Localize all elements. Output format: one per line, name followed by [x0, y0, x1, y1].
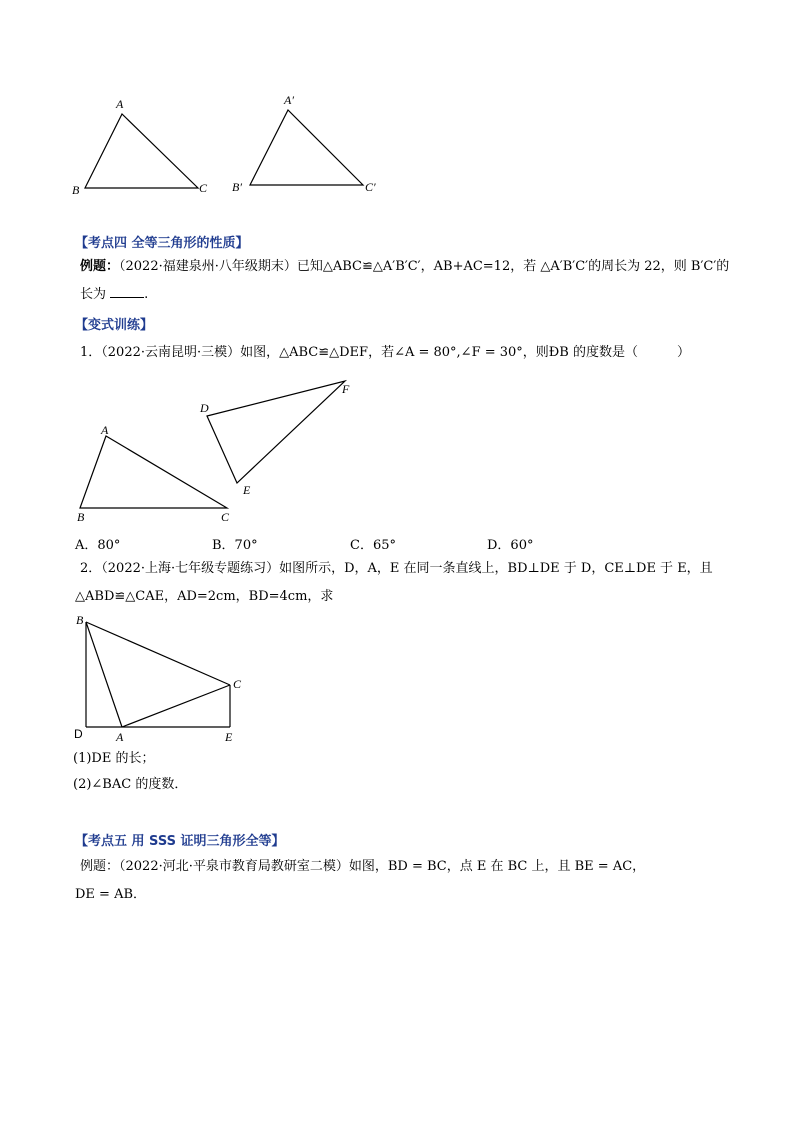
q2-line1: 2．（2022·上海·七年级专题练习）如图所示，D，A，E 在同一条直线上，BD⊥DE 于 D，CE⊥DE 于 E，且	[80, 561, 713, 576]
example-prefix: 例题：	[80, 259, 120, 274]
segment-ac	[122, 685, 230, 727]
label-e-q1: E	[243, 483, 251, 497]
segment-ba	[86, 622, 122, 727]
label-a-prime: A′	[284, 93, 294, 107]
label-a-q2: A	[116, 730, 124, 744]
label-d-q2: D	[74, 727, 83, 741]
q1-option-b[interactable]: B．70°	[212, 538, 258, 553]
example-text: （2022·福建泉州·八年级期末）已知△ABC≌△A′B′C′，AB+AC=12，若 △A′B′C′的周长为 22，则 B′C′的	[119, 259, 730, 274]
figure-q1-triangles	[70, 376, 370, 526]
q1-option-c[interactable]: C．65°	[350, 538, 396, 553]
label-b-q2: B	[76, 613, 84, 627]
variant-heading: 【变式训练】	[75, 318, 154, 333]
section5-example-line1: 例题：（2022·河北·平泉市教育局教研室二模）如图，BD = BC，点 E 在 BC 上，且 BE = AC，	[80, 859, 646, 874]
example-line2-b: .	[144, 287, 149, 302]
segment-bc	[86, 622, 230, 685]
label-a: A	[116, 97, 124, 111]
label-c-q1: C	[221, 510, 230, 524]
section5-example-line2: DE = AB．	[75, 887, 147, 902]
label-c-prime: C′	[365, 180, 376, 194]
label-d-q1: D	[200, 401, 209, 415]
label-f-q1: F	[342, 382, 350, 396]
q1-option-d[interactable]: D．60°	[487, 538, 534, 553]
q2-sub2: (2)∠BAC 的度数．	[73, 777, 188, 792]
q1-option-a[interactable]: A．80°	[75, 538, 121, 553]
section4-example-line2	[80, 285, 148, 304]
label-e-q2: E	[225, 730, 233, 744]
triangle-abc	[85, 114, 198, 188]
triangle-a-prime	[250, 110, 363, 185]
label-b-q1: B	[77, 510, 85, 524]
triangle-abc-q1	[80, 436, 227, 508]
label-c-q2: C	[233, 677, 242, 691]
example-line2-a: 长为	[80, 287, 107, 302]
answer-blank[interactable]	[110, 285, 144, 298]
q2-sub1: (1)DE 的长；	[73, 751, 155, 766]
label-b-prime: B′	[232, 180, 242, 194]
section4-heading: 【考点四 全等三角形的性质】	[75, 236, 249, 251]
label-c: C	[199, 181, 208, 195]
figure-congruent-triangles-1	[60, 88, 400, 203]
section4-example-line1	[80, 258, 729, 276]
q1-text: 1．（2022·云南昆明·三模）如图，△ABC≌△DEF，若∠A = 80°,∠F = 30°，则ÐB 的度数是（ ）	[80, 345, 690, 360]
label-b: B	[72, 183, 80, 197]
figure-q2	[70, 610, 260, 745]
section5-heading: 【考点五 用 SSS 证明三角形全等】	[75, 834, 285, 849]
q2-line2: △ABD≌△CAE，AD=2cm，BD=4cm，求	[75, 589, 334, 604]
label-a-q1: A	[101, 423, 109, 437]
triangle-def	[207, 381, 345, 483]
